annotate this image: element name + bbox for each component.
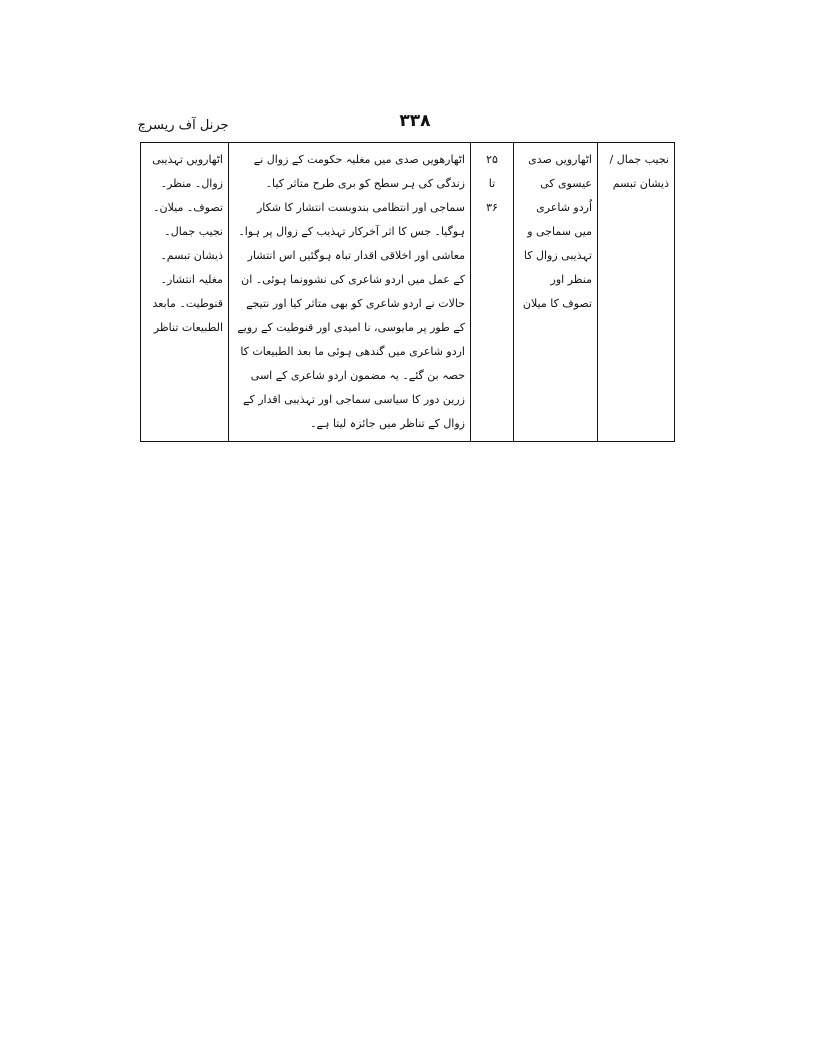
title-cell: اٹھارویں صدی عیسوی کی اُردو شاعری میں سماجی و تہذیبی زوال کا منظر اور تصوف کا میلان bbox=[514, 143, 598, 442]
page-start: ۲۵ bbox=[486, 153, 498, 166]
pages-cell bbox=[471, 143, 514, 442]
author-cell: نجیب جمال / ذیشان تبسم bbox=[598, 143, 675, 442]
page-number: ۳۳۸ bbox=[399, 111, 431, 131]
table-row bbox=[141, 143, 675, 442]
page-separator: تا bbox=[488, 177, 496, 190]
page-end: ۳۶ bbox=[486, 201, 498, 214]
journal-name: جرنل آف ریسرچ bbox=[137, 118, 229, 133]
keywords-cell: اٹھارویں تہذیبی زوال۔ منظر۔ تصوف۔ میلان۔ نجیب جمال۔ ذیشان تبسم۔ مغلیہ انتشار۔ قنوطیت۔ مابعد الطبیعات تناظر bbox=[141, 143, 229, 442]
summary-cell: اٹھارھویں صدی میں مغلیہ حکومت کے زوال نے زندگی کی ہر سطح کو بری طرح متاثر کیا۔ سماجی اور انتظامی بندوبست انتشار کا شکار ہوگیا۔ جس کا اثر آخرکار تہذیب کے زوال پر ہوا۔ معاشی اور اخلاقی اقدار تباہ ہوگئیں اس انتشار کے عمل میں اردو شاعری کی نشوونما ہوئی۔ ان حالات نے اردو شاعری کو بھی متاثر کیا اور نتیجے کے طور پر مایوسی، نا امیدی اور قنوطیت کے رویے اردو شاعری میں گندھی ہوئی ما بعد الطبیعات کا حصہ بن گئے۔ یہ مضمون اردو شاعری کے اسی زرین دور کا سیاسی سماجی اور تہذیبی اقدار کے زوال کے تناظر میں جائزہ لیتا ہے۔ bbox=[229, 143, 471, 442]
article-table bbox=[140, 142, 675, 442]
